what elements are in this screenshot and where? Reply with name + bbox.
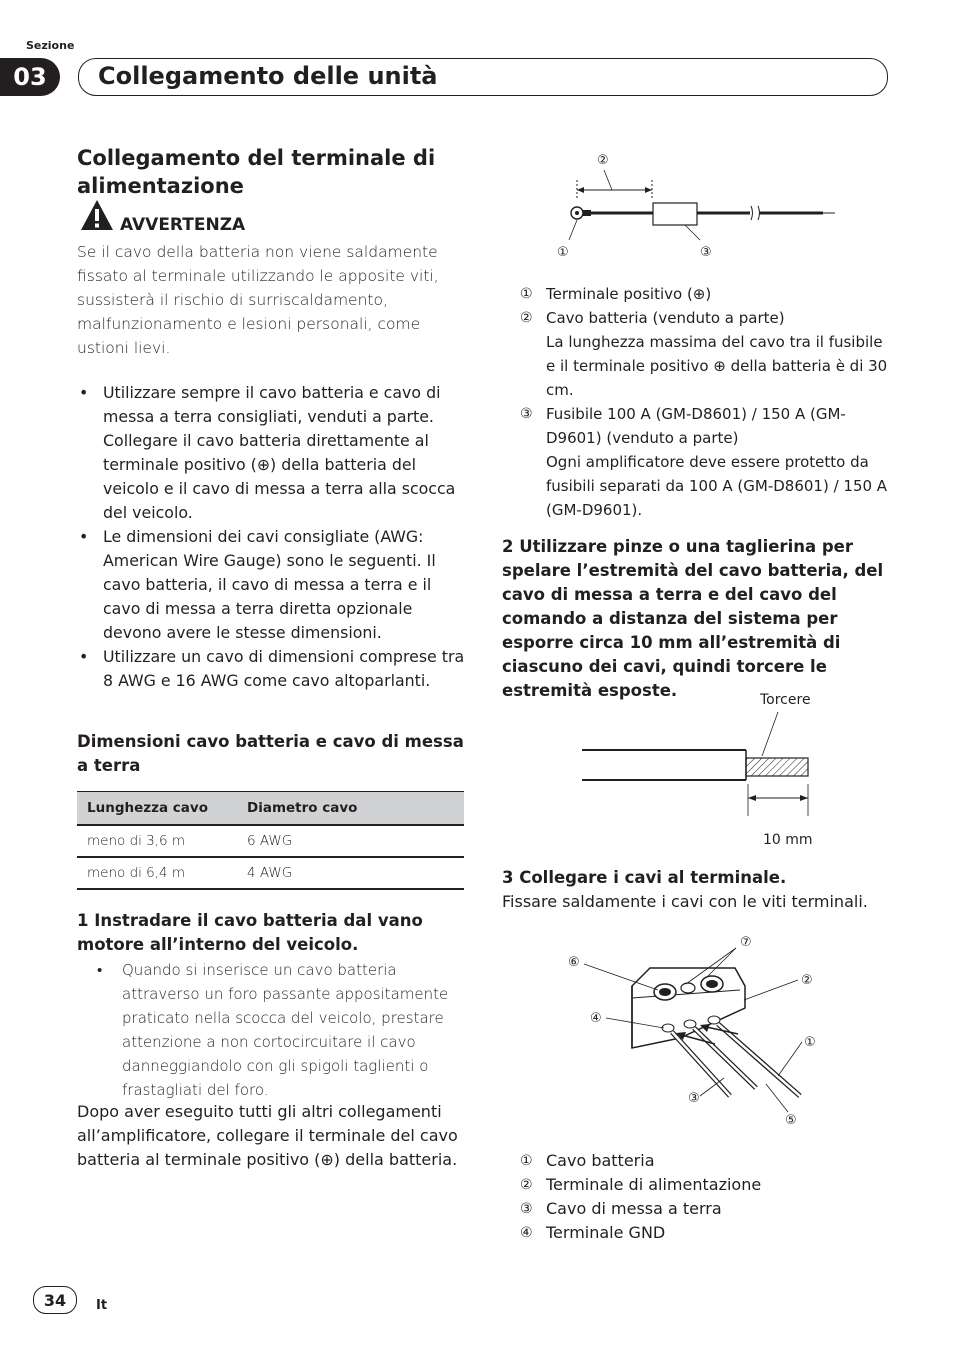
legend-number: ① xyxy=(520,286,533,302)
legend-number: ② xyxy=(520,1177,533,1193)
warning-text: Se il cavo della batteria non viene saldamente fissato al terminale utilizzando le apposite viti, sussisterà il rischio di surriscaldamento, malfunzionamento e lesioni personali, come ustioni lievi. xyxy=(77,243,439,357)
warning-triangle-icon xyxy=(80,198,114,232)
callout-2: ② xyxy=(597,153,609,168)
figure-1-legend xyxy=(520,282,890,522)
legend-number: ③ xyxy=(520,1201,533,1217)
figure-3-legend xyxy=(520,1149,890,1245)
legend-item xyxy=(520,1197,890,1221)
callout-6: ⑥ xyxy=(568,955,580,970)
cable-size-table xyxy=(77,791,464,890)
legend-item xyxy=(520,1221,890,1245)
section-label: Sezione xyxy=(26,39,75,52)
battery-cable-diagram xyxy=(555,148,855,268)
table-cell: 6 AWG xyxy=(237,825,464,857)
legend-item xyxy=(520,1173,890,1197)
step-1-paragraph: Dopo aver eseguito tutti gli altri collegamenti all’amplificatore, collegare il terminale del cavo batteria al terminale positivo (⊕) della batteria. xyxy=(77,1102,458,1169)
legend-number: ① xyxy=(520,1153,533,1169)
language-code: It xyxy=(96,1298,108,1313)
table-header-row xyxy=(77,792,464,826)
legend-text: Cavo batteria xyxy=(546,1151,655,1170)
section-number-badge: 03 xyxy=(0,58,60,96)
page-number: 34 xyxy=(33,1286,77,1314)
legend-text: Cavo di messa a terra xyxy=(546,1199,722,1218)
callout-4: ④ xyxy=(590,1011,602,1026)
callout-3: ③ xyxy=(688,1091,700,1106)
callout-1: ① xyxy=(557,245,569,260)
requirements-list xyxy=(77,381,467,693)
legend-number: ③ xyxy=(520,406,533,422)
legend-item xyxy=(520,402,890,522)
legend-text: Terminale positivo (⊕) xyxy=(546,285,712,303)
list-item: • Le dimensioni dei cavi consigliate (AWG: American Wire Gauge) sono le seguenti. Il cavo batteria, il cavo di messa a terra e il cavo di messa a terra diretta opzionale devono avere le stesse dimensioni. xyxy=(77,525,467,645)
page-heading: Collegamento del terminale di alimentazione xyxy=(77,146,436,198)
legend-item xyxy=(520,282,890,306)
list-item: • Utilizzare sempre il cavo batteria e cavo di messa a terra consigliati, venduti a parte. Collegare il cavo batteria direttamente al terminale positivo (⊕) della batteria del veicolo e il cavo di messa a terra alla scocca del veicolo. xyxy=(77,381,467,525)
column-header-diameter: Diametro cavo xyxy=(237,792,464,826)
terminal-connection-diagram xyxy=(560,928,840,1138)
legend-number: ④ xyxy=(520,1225,533,1241)
callout-7: ⑦ xyxy=(740,935,752,950)
table-heading: Dimensioni cavo batteria e cavo di messa a terra xyxy=(77,732,464,775)
legend-text: Terminale GND xyxy=(546,1223,666,1242)
warning-title: AVVERTENZA xyxy=(120,215,246,235)
list-item: • Quando si inserisce un cavo batteria attraverso un foro passante appositamente praticato nella scocca del veicolo, prestare attenzione a non cortocircuitare il cavo danneggiandolo con gli spigoli taglienti o frastagliati del foro. xyxy=(77,958,467,1102)
legend-text: Fusibile 100 A (GM-D8601) / 150 A (GM-D9601) (venduto a parte) Ogni amplificatore deve essere protetto da fusibili separati da 100 A (GM-D8601) / 150 A (GM-D9601). xyxy=(546,405,888,519)
column-header-length: Lunghezza cavo xyxy=(77,792,237,826)
step-3-paragraph: Fissare saldamente i cavi con le viti terminali. xyxy=(502,892,868,911)
legend-item xyxy=(520,1149,890,1173)
table-cell: meno di 6,4 m xyxy=(77,857,237,889)
table-cell: 4 AWG xyxy=(237,857,464,889)
list-item: • Utilizzare un cavo di dimensioni comprese tra 8 AWG e 16 AWG come cavo altoparlanti. xyxy=(77,645,467,693)
callout-1: ① xyxy=(804,1035,816,1050)
table-row xyxy=(77,825,464,857)
length-label: 10 mm xyxy=(763,832,813,848)
step-2-heading: 2 Utilizzare pinze o una taglierina per spelare l’estremità del cavo batteria, del cavo di messa a terra e del cavo del comando a distanza del sistema per esporre circa 10 mm all’estremità di ciascuno dei cavi, quindi torcere le estremità esposte. xyxy=(502,537,884,700)
stripped-wire-diagram xyxy=(570,688,830,858)
twist-label: Torcere xyxy=(760,692,811,708)
table-row xyxy=(77,857,464,889)
callout-2: ② xyxy=(801,973,813,988)
callout-3: ③ xyxy=(700,245,712,260)
legend-item xyxy=(520,306,890,402)
table-cell: meno di 3,6 m xyxy=(77,825,237,857)
step-1-heading: 1 Instradare il cavo batteria dal vano motore all’interno del veicolo. xyxy=(77,911,423,954)
section-title: Collegamento delle unità xyxy=(98,62,438,90)
legend-text: Terminale di alimentazione xyxy=(546,1175,762,1194)
callout-5: ⑤ xyxy=(785,1113,797,1128)
legend-text: Cavo batteria (venduto a parte) La lunghezza massima del cavo tra il fusibile e il terminale positivo ⊕ della batteria è di 30 cm. xyxy=(546,309,888,399)
step-1-notes xyxy=(77,958,467,1102)
legend-number: ② xyxy=(520,310,533,326)
step-3-heading: 3 Collegare i cavi al terminale. xyxy=(502,868,787,887)
